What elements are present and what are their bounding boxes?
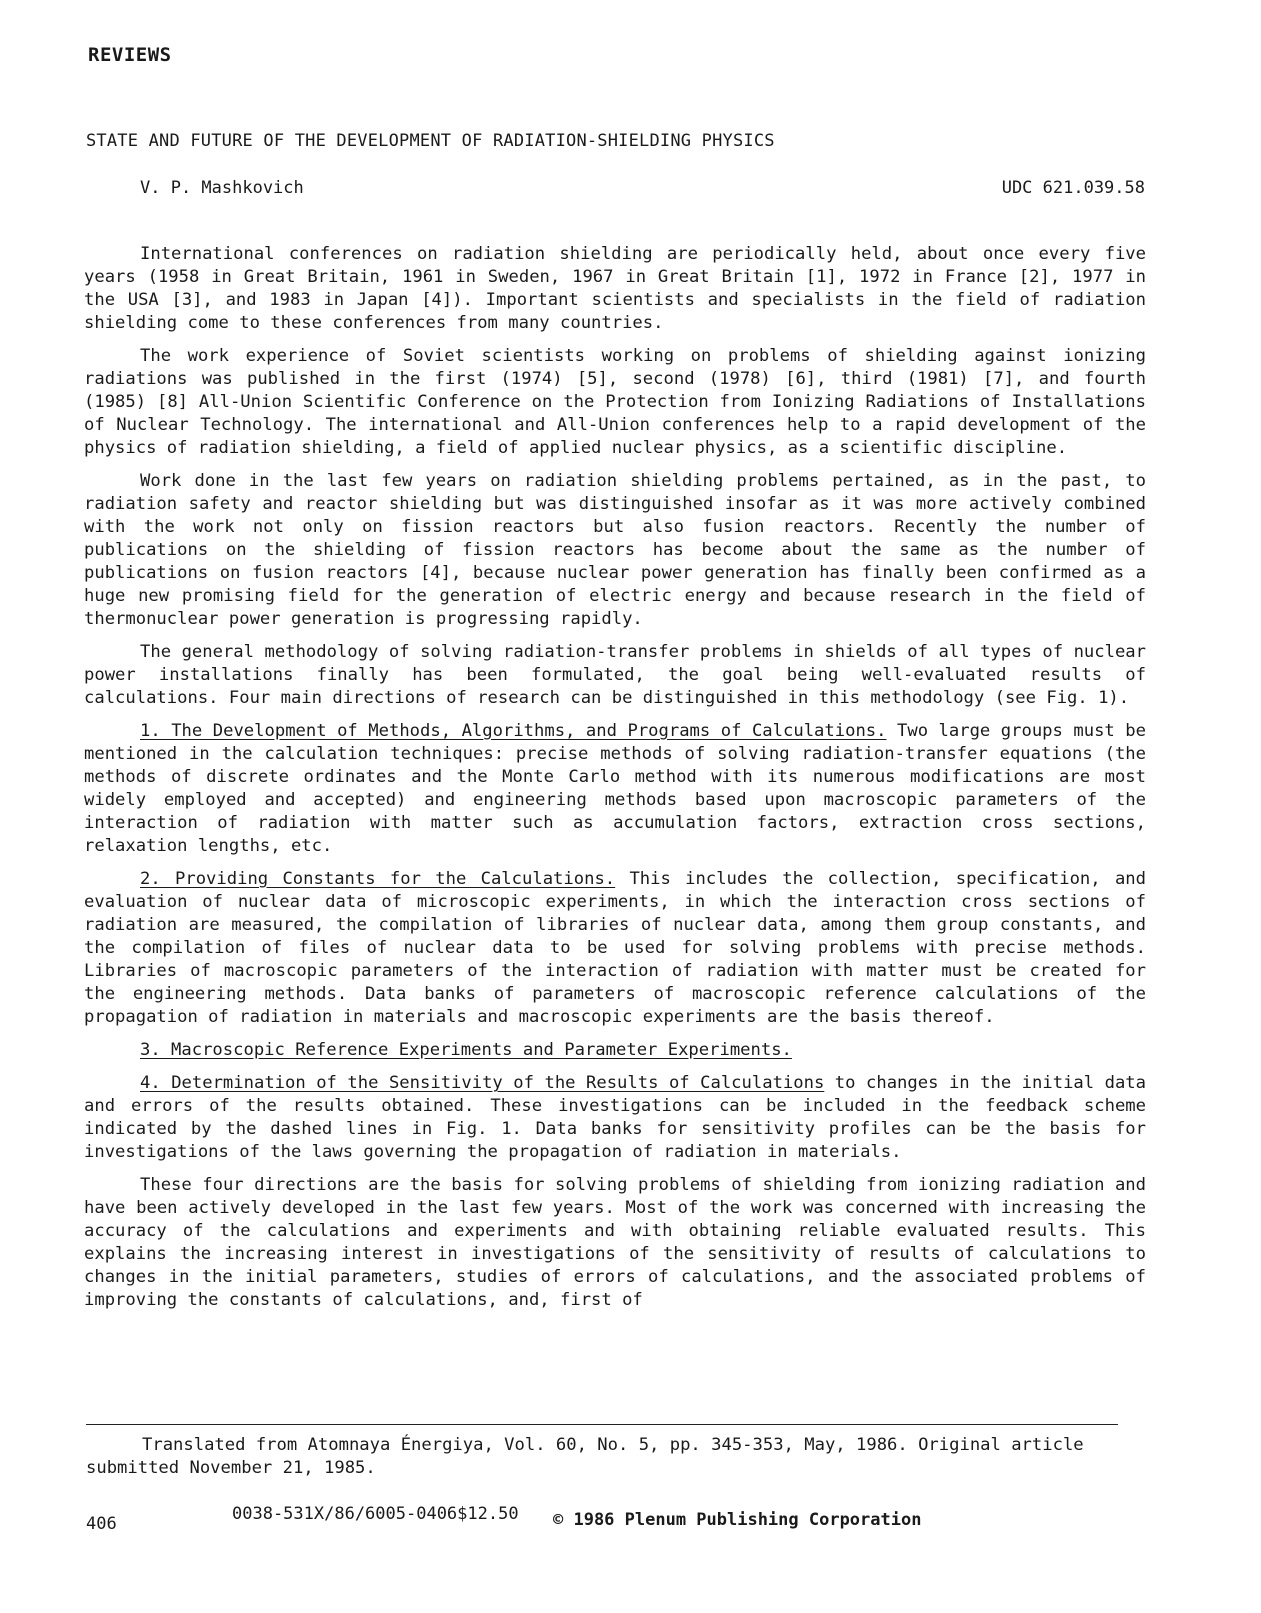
direction-1-heading: 1. The Development of Methods, Algorithms, and Programs of Calculations. — [140, 721, 887, 741]
paragraph-4: The general methodology of solving radiation-transfer problems in shields of all types of nuclear power installations finally has been formulated, the goal being well-evaluated results of calculations. Four main directions of research can be distinguished in this methodology (see Fig. 1). — [84, 642, 1146, 708]
direction-2-heading: 2. Providing Constants for the Calculations. — [140, 869, 616, 889]
direction-4 — [84, 1072, 1146, 1164]
direction-1-text: Two large groups must be mentioned in the calculation techniques: precise methods of solving radiation-transfer equations (the methods of discrete ordinates and the Monte Carlo method with its numerous modifications are most widely employed and accepted) and engineering methods based upon macroscopic parameters of the interaction of radiation with matter such as accumulation factors, extraction cross sections, relaxation lengths, etc. — [84, 721, 1146, 856]
page-number: 406 — [86, 1514, 117, 1534]
footnote-text: Translated from Atomnaya Énergiya, Vol. 60, No. 5, pp. 345-353, May, 1986. Original article submitted November 21, 1985. — [86, 1435, 1084, 1478]
copyright-notice: © 1986 Plenum Publishing Corporation — [553, 1510, 922, 1530]
article-body — [84, 243, 1146, 1322]
direction-1 — [84, 720, 1146, 858]
paragraph-2: The work experience of Soviet scientists working on problems of shielding against ionizing radiations was published in the first (1974) [5], second (1978) [6], third (1981) [7], and fourth (1985) [8] All-Union Scientific Conference on the Protection from Ionizing Radiations of Installations of Nuclear Technology. The international and All-Union conferences help to a rapid development of the physics of radiation shielding, a field of applied nuclear physics, as a scientific discipline. — [84, 346, 1146, 458]
direction-4-text: to changes in the initial data and errors of the results obtained. These investigations can be included in the feedback scheme indicated by the dashed lines in Fig. 1. Data banks for sensitivity profiles can be the basis for investigations of the laws governing the propagation of radiation in materials. — [84, 1073, 1146, 1162]
direction-2 — [84, 868, 1146, 1029]
udc-code: UDC 621.039.58 — [1001, 178, 1145, 198]
author-name: V. P. Mashkovich — [140, 178, 304, 198]
paragraph-1: International conferences on radiation shielding are periodically held, about once every five years (1958 in Great Britain, 1961 in Sweden, 1967 in Great Britain [1], 1972 in France [2], 1977 in the USA [3], and 1983 in Japan [4]). Important scientists and specialists in the field of radiation shielding come to these conferences from many countries. — [84, 244, 1146, 333]
article-title: STATE AND FUTURE OF THE DEVELOPMENT OF RADIATION-SHIELDING PHYSICS — [86, 131, 775, 151]
direction-4-heading: 4. Determination of the Sensitivity of the Results of Calculations — [140, 1073, 825, 1093]
direction-3 — [84, 1039, 1146, 1062]
translation-footnote — [86, 1434, 1126, 1480]
paragraph-5: These four directions are the basis for solving problems of shielding from ionizing radiation and have been actively developed in the last few years. Most of the work was concerned with increasing the accuracy of the calculations and experiments and with obtaining reliable evaluated results. This explains the increasing interest in investigations of the sensitivity of results of calculations to changes in the initial parameters, studies of errors of calculations, and the associated problems of improving the constants of calculations, and, first of — [84, 1175, 1146, 1310]
footnote-divider — [86, 1424, 1118, 1425]
paragraph-3: Work done in the last few years on radiation shielding problems pertained, as in the past, to radiation safety and reactor shielding but was distinguished insofar as it was more actively combined with the work not only on fission reactors but also fusion reactors. Recently the number of publications on the shielding of fission reactors has become about the same as the number of publications on fusion reactors [4], because nuclear power generation has finally been confirmed as a huge new promising field for the generation of electric energy and because research in the field of thermonuclear power generation is progressing rapidly. — [84, 471, 1146, 629]
section-label: REVIEWS — [88, 44, 172, 66]
direction-3-heading: 3. Macroscopic Reference Experiments and Parameter Experiments. — [140, 1040, 792, 1060]
issn-code: 0038-531X/86/6005-0406$12.50 — [232, 1504, 519, 1524]
direction-2-text: This includes the collection, specification, and evaluation of nuclear data of microscopic experiments, in which the interaction cross sections of radiation are measured, the compilation of libraries of nuclear data, among them group constants, and the compilation of files of nuclear data to be used for solving problems with precise methods. Libraries of macroscopic parameters of the interaction of radiation with matter must be created for the engineering methods. Data banks of parameters of macroscopic reference calculations of the propagation of radiation in materials and macroscopic experiments are the basis thereof. — [84, 869, 1146, 1027]
